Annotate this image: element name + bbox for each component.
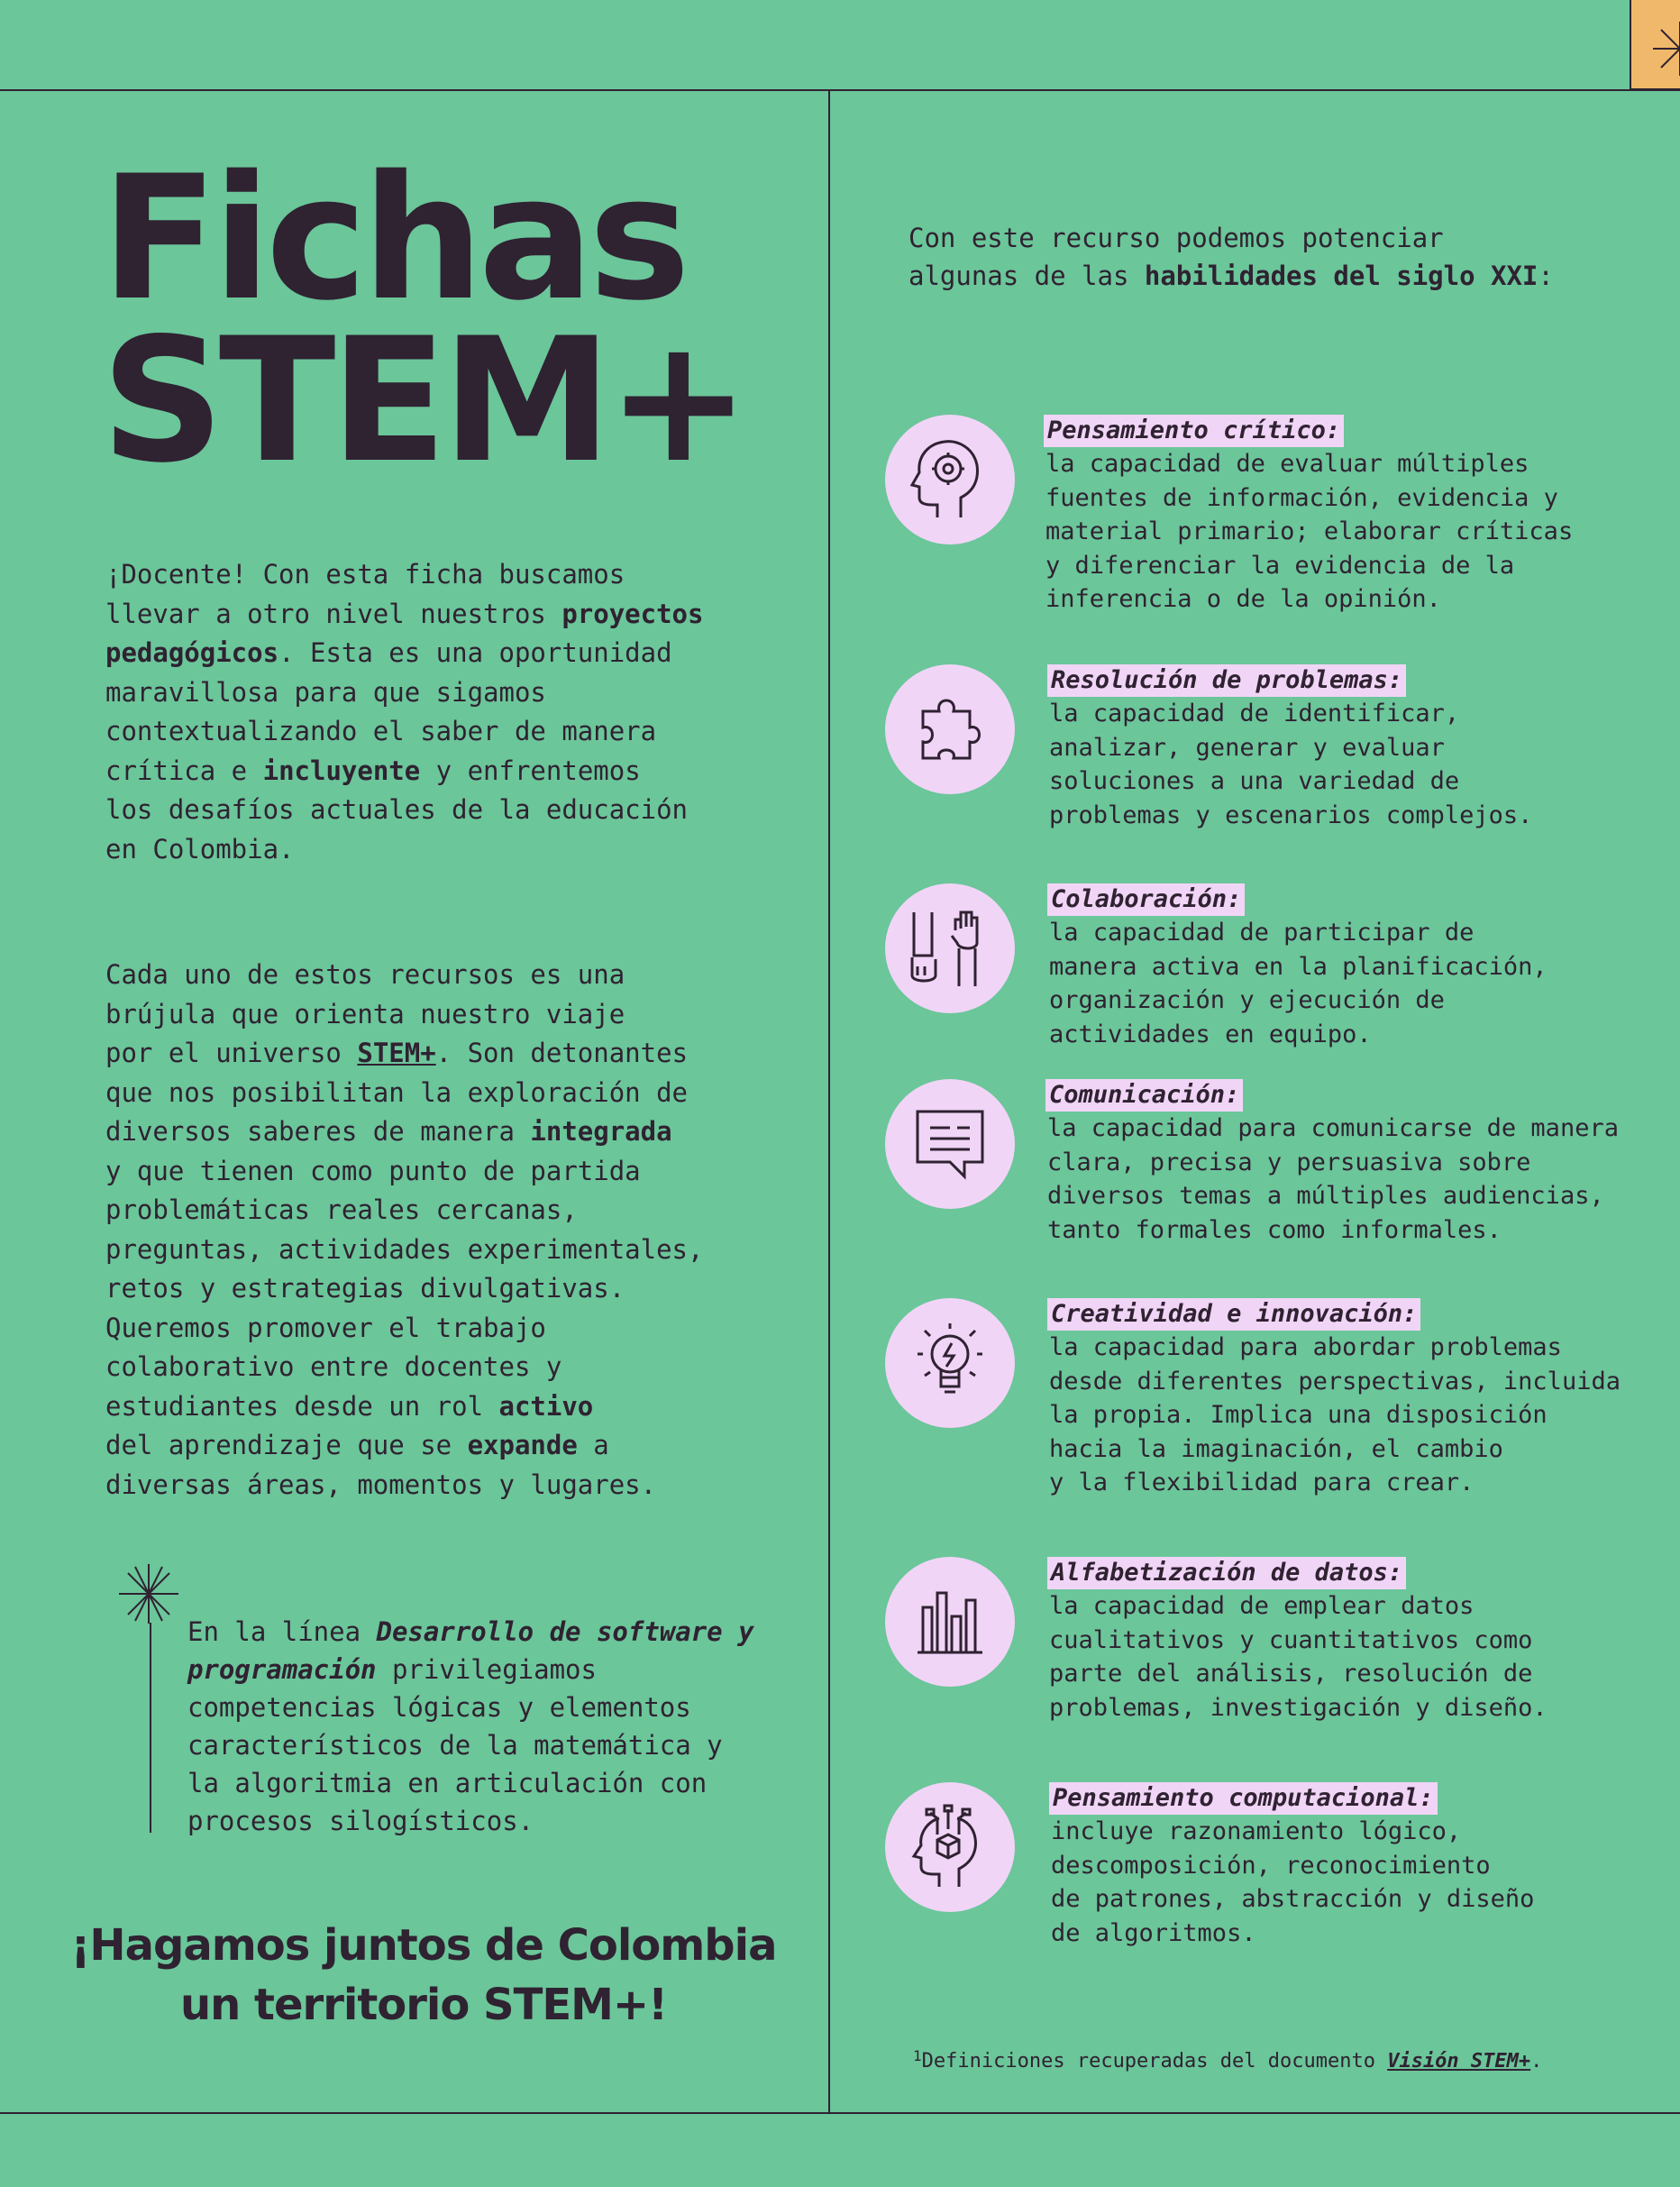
head-circuit-icon bbox=[905, 1802, 995, 1892]
skill-name: Resolución de problemas: bbox=[1047, 664, 1406, 697]
intro-paragraph: ¡Docente! Con esta ficha buscamos llevar a otro nivel nuestros proyectos pedagógicos. Esta es una oportunidad maravillosa para que sigamos contextualizando el saber de manera crítica e incluyente y enfrentemos los desafíos actuales de la educación en Colombia. bbox=[105, 559, 704, 865]
puzzle-icon bbox=[905, 684, 995, 774]
skill-description: incluye razonamiento lógico, descomposición, reconocimiento de patrones, abstracción y diseño de algoritmos. bbox=[1051, 1817, 1535, 1947]
skills-intro: Con este recurso podemos potenciar algunas de las habilidades del siglo XXI: bbox=[908, 223, 1554, 291]
skill-description: la capacidad de participar de manera activa en la planificación, organización y ejecución de actividades en equipo. bbox=[1049, 919, 1548, 1048]
skill-description: la capacidad de emplear datos cualitativos y cuantitativos como parte del análisis, resolución de problemas, investigación y diseño. bbox=[1049, 1592, 1548, 1722]
skill-name: Colaboración: bbox=[1047, 883, 1245, 916]
speech-bubble-icon bbox=[905, 1099, 995, 1189]
resources-paragraph: Cada uno de estos recursos es una brújula que orienta nuestro viaje por el universo STEM+. Son detonantes que nos posibilitan la exploración de diversos saberes de manera integrada y que tienen como punto de partida problemáticas reales cercanas, preguntas, actividades experimentales, retos y estrategias divulgativas. Queremos promover el trabajo colaborativo entre docentes y estudiantes desde un rol activo del aprendizaje que se expande a diversas áreas, momentos y lugares. bbox=[105, 959, 704, 1500]
corner-tab bbox=[1630, 0, 1680, 90]
skill-description: la capacidad de evaluar múltiples fuentes de información, evidencia y material primario; elaborar críticas y diferenciar la evidencia de la inferencia o de la opinión. bbox=[1045, 450, 1574, 613]
column-divider bbox=[828, 91, 830, 2112]
skill-description: la capacidad para abordar problemas desde diferentes perspectivas, incluida la propia. Implica una disposición hacia la imaginación, el cambio y la flexibilidad para crear. bbox=[1049, 1333, 1621, 1496]
vision-stem-link[interactable]: Visión STEM+ bbox=[1387, 2050, 1531, 2073]
skill-name: Pensamiento computacional: bbox=[1049, 1782, 1438, 1815]
hands-icon bbox=[905, 903, 995, 993]
skill-description: la capacidad para comunicarse de manera clara, precisa y persuasiva sobre diversos temas a múltiples audiencias, tanto formales como informales. bbox=[1047, 1114, 1619, 1244]
page-title: Fichas STEM+ bbox=[101, 139, 745, 500]
bar-chart-icon bbox=[905, 1577, 995, 1667]
skill-name: Comunicación: bbox=[1045, 1079, 1243, 1112]
top-border bbox=[0, 89, 1680, 91]
skill-name: Creatividad e innovación: bbox=[1047, 1298, 1420, 1331]
line-description-quote: En la línea Desarrollo de software y programación privilegiamos competencias lógicas y elementos característicos de la matemática y la algoritmia en articulación con procesos silogísticos. bbox=[187, 1616, 754, 1836]
bottom-border bbox=[0, 2112, 1680, 2114]
lightbulb-icon bbox=[905, 1318, 995, 1408]
closing-slogan: ¡Hagamos juntos de Colombia un territorio STEM+! bbox=[70, 1920, 777, 2030]
skill-name: Alfabetización de datos: bbox=[1047, 1557, 1406, 1589]
footnote: $^1$Definiciones recuperadas del documento Visión STEM+. bbox=[913, 2047, 1543, 2073]
skill-description: la capacidad de identificar, analizar, generar y evaluar soluciones a una variedad de problemas y escenarios complejos. bbox=[1049, 700, 1533, 829]
skill-name: Pensamiento crítico: bbox=[1044, 415, 1344, 447]
quote-rule bbox=[150, 1623, 151, 1833]
sparkle-icon bbox=[1653, 22, 1680, 76]
sparkle-icon bbox=[117, 1562, 180, 1625]
head-gear-icon bbox=[905, 435, 995, 525]
